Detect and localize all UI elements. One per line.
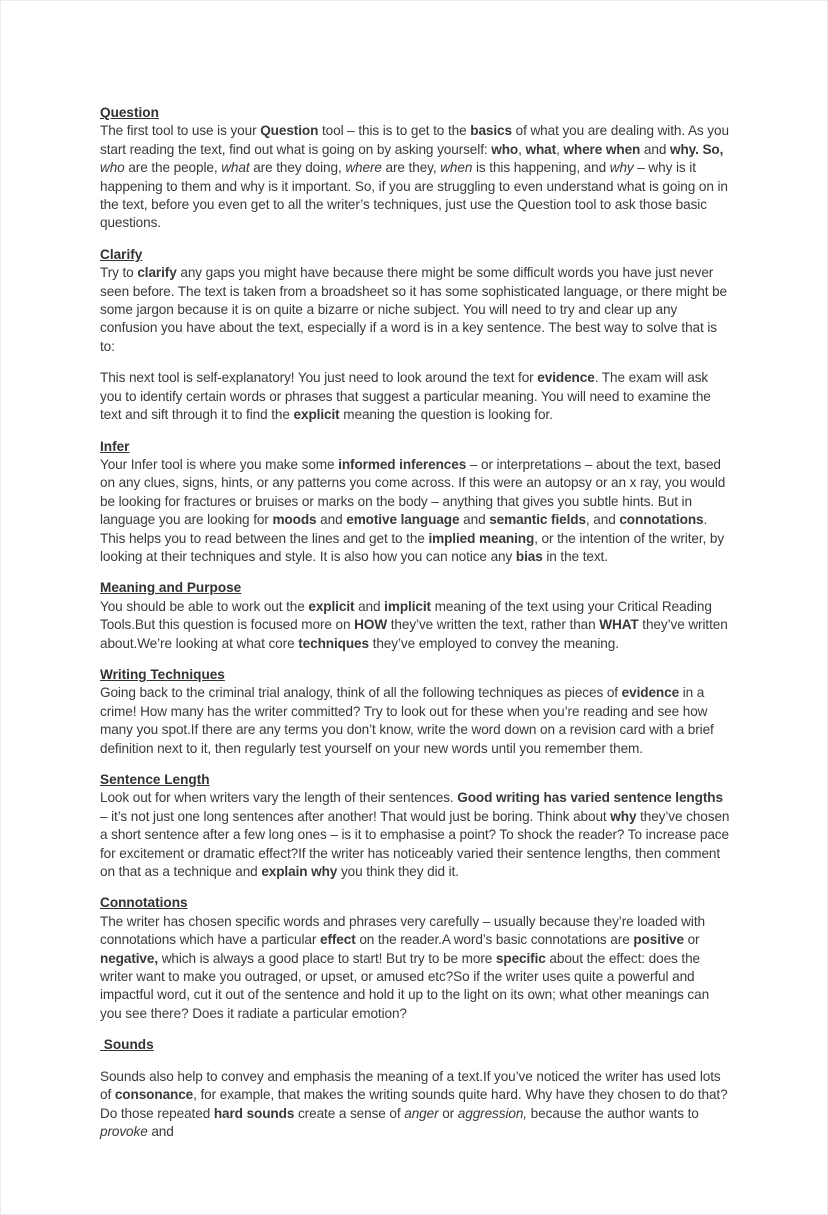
section-heading: Clarify (100, 246, 143, 262)
text-run: provoke (100, 1123, 148, 1139)
paragraph (100, 264, 730, 356)
section-sentence-length (100, 771, 730, 881)
text-run: This next tool is self-explanatory! You just need to look around the text for (100, 370, 538, 386)
text-run: create a sense of (294, 1105, 405, 1121)
text-run: Your Infer tool is where you make some (100, 456, 339, 472)
paragraph (100, 122, 730, 232)
text-run: emotive language (346, 512, 460, 528)
text-run: what (525, 141, 557, 157)
text-run: who (491, 141, 519, 157)
text-run: connotations (619, 512, 704, 528)
section-heading: Sounds (100, 1037, 154, 1053)
text-run: implied meaning (428, 530, 535, 546)
text-run: implicit (384, 598, 431, 614)
text-run: clarify (137, 265, 177, 281)
text-run: – why is it happening to them and why is it important. So, if you are struggling to even understand what is going on in the text, before you even get to all the writer’s techniques, just use the Question tool to ask those basic questions. (100, 160, 728, 231)
section-heading: Connotations (100, 895, 188, 911)
text-run: effect (319, 932, 356, 948)
text-run: meaning the question is looking for. (339, 407, 553, 423)
text-run: in the text. (542, 548, 608, 564)
text-run: evidence (537, 370, 595, 386)
text-run: . The exam will ask you to identify certain words or phrases that suggest a particular meaning. You will need to examine the text and sift through it to find the (100, 370, 711, 423)
text-run: which is always a good place to start! But try to be more (158, 950, 496, 966)
section-heading: Question (100, 105, 159, 120)
text-run: and (147, 1123, 174, 1139)
text-run: and (640, 141, 670, 157)
text-run: Good writing has varied sentence lengths (457, 790, 723, 806)
text-run: , for example, that makes the writing sounds quite hard. Why have they chosen to do that? Do those repeated (100, 1087, 728, 1121)
text-run: explicit (293, 407, 340, 423)
text-run: specific (495, 950, 546, 966)
text-run: and (354, 598, 385, 614)
text-run: what (221, 160, 250, 176)
text-run: consonance (114, 1087, 194, 1103)
text-run: or (438, 1105, 458, 1121)
text-run: because the author wants to (526, 1105, 699, 1121)
section-sounds (100, 1036, 730, 1141)
text-run: why (610, 808, 637, 824)
text-run: they’ve written the text, rather than (387, 617, 600, 633)
text-run: Sounds also help to convey and emphasis the meaning of a text.If you’ve noticed the writer has used lots of (100, 1068, 721, 1103)
text-run: are they, (381, 160, 441, 176)
text-run: explain why (261, 864, 338, 880)
text-run: anger (404, 1105, 439, 1121)
text-run: – or interpretations – about the text, based on any clues, signs, hints, or any patterns you come across. If this were an autopsy or an x ray, you would be looking for fractures or bruises or marks on the body – anything that gives you subtle hints. But in language you are looking for (100, 456, 726, 528)
text-run: techniques (298, 635, 369, 651)
text-run: they’ve written about.We’re looking at what core (100, 617, 728, 651)
text-run: moods (272, 512, 317, 528)
text-run: aggression, (457, 1105, 527, 1121)
section-heading: Writing Techniques (100, 666, 225, 682)
paragraph (100, 789, 730, 881)
text-run: in a crime! How many has the writer committed? Try to look out for these when you’re reading and see how many you spot.If there are any terms you don’t know, write the word down on a revision card with a brief definition next to it, then regularly test yourself on your new words until you remember them. (100, 685, 714, 756)
text-run: informed inferences (338, 456, 467, 472)
text-run: and (459, 512, 490, 528)
section-meaning-and-purpose (100, 579, 730, 653)
section-infer (100, 438, 730, 567)
text-run: , (556, 141, 564, 157)
text-run: where (345, 160, 382, 176)
paragraph (100, 684, 730, 758)
text-run: . This helps you to read between the lines and get to the (100, 512, 708, 546)
text-run: The first tool to use is your (100, 123, 261, 139)
text-run: why (609, 160, 634, 176)
text-run: tool – this is to get to the (318, 123, 471, 139)
text-run: HOW (354, 617, 388, 633)
section-heading: Sentence Length (100, 772, 210, 787)
paragraph (100, 1068, 730, 1142)
paragraph (100, 456, 730, 566)
text-run: meaning of the text using your Critical Reading Tools.But this question is focused more on (100, 598, 712, 633)
text-run: they’ve employed to convey the meaning. (368, 635, 619, 651)
section-heading: Meaning and Purpose (100, 580, 242, 596)
section-connotations (100, 894, 730, 1023)
text-run: or (683, 932, 700, 948)
section-heading: Infer (100, 438, 130, 454)
text-run: The writer has chosen specific words and phrases very carefully – usually because they’re loaded with connotations which have a particular (100, 913, 705, 948)
text-run: where when (563, 141, 641, 157)
text-run: hard sounds (213, 1105, 295, 1121)
text-run: are they doing, (249, 160, 346, 176)
text-run: Look out for when writers vary the length of their sentences. (100, 790, 458, 806)
section-question (100, 104, 730, 233)
text-run: are the people, (124, 160, 222, 176)
text-run: , or the intention of the writer, by looking at their techniques and style. It is also how you can notice any (100, 530, 725, 564)
text-run: semantic fields (489, 512, 586, 528)
text-run: of what you are dealing with. As you start reading the text, find out what is going on by asking yourself: (100, 123, 729, 157)
section-clarify (100, 246, 730, 425)
text-run: explicit (308, 598, 355, 614)
text-run: when (440, 160, 473, 176)
text-run: bias (515, 548, 543, 564)
text-run: positive (633, 932, 684, 948)
paragraph (100, 369, 730, 424)
text-run: any gaps you might have because there might be some difficult words you have just never seen before. The text is taken from a broadsheet so it has some sophisticated language, or there might be some jargon because it is on quite a bizarre or niche subject. You will need to try and clear up any confusion you have about the text, especially if a word is in a key sentence. The best way to solve that is to: (100, 265, 728, 354)
text-run: Question (260, 123, 319, 139)
text-run: negative, (100, 950, 159, 966)
text-run: is this happening, and (472, 160, 610, 176)
text-run: and (316, 512, 347, 528)
text-run: WHAT (599, 617, 639, 633)
text-run: about the effect: does the writer want to make you outraged, or upset, or amused etc?So if the writer uses quite a powerful and impactful word, cut it out of the sentence and hold it up to the light on its own; what other meanings can you see there? Does it radiate a particular emotion? (100, 950, 710, 1021)
text-run: basics (470, 123, 512, 139)
text-run: Try to (100, 265, 138, 281)
text-run: who (100, 160, 125, 176)
text-run: , (518, 141, 526, 157)
text-run: , and (585, 512, 620, 528)
text-run: why. So, (669, 141, 724, 157)
text-run: on the reader.A word’s basic connotations are (355, 932, 634, 948)
text-run: they’ve chosen a short sentence after a few long ones – is it to emphasise a point? To shock the reader? To increase pace for excitement or dramatic effect?If the writer has noticeably varied their sentence lengths, then comment on that as a technique and (100, 808, 730, 880)
text-run: Going back to the criminal trial analogy, think of all the following techniques as pieces of (100, 685, 622, 701)
document-content (100, 104, 730, 1141)
text-run: You should be able to work out the (100, 598, 309, 614)
text-run: you think they did it. (337, 864, 459, 880)
section-writing-techniques (100, 666, 730, 758)
paragraph (100, 913, 730, 1023)
paragraph (100, 598, 730, 653)
text-run: – it’s not just one long sentences after another! That would just be boring. Think about (100, 808, 611, 824)
text-run: evidence (621, 685, 680, 701)
